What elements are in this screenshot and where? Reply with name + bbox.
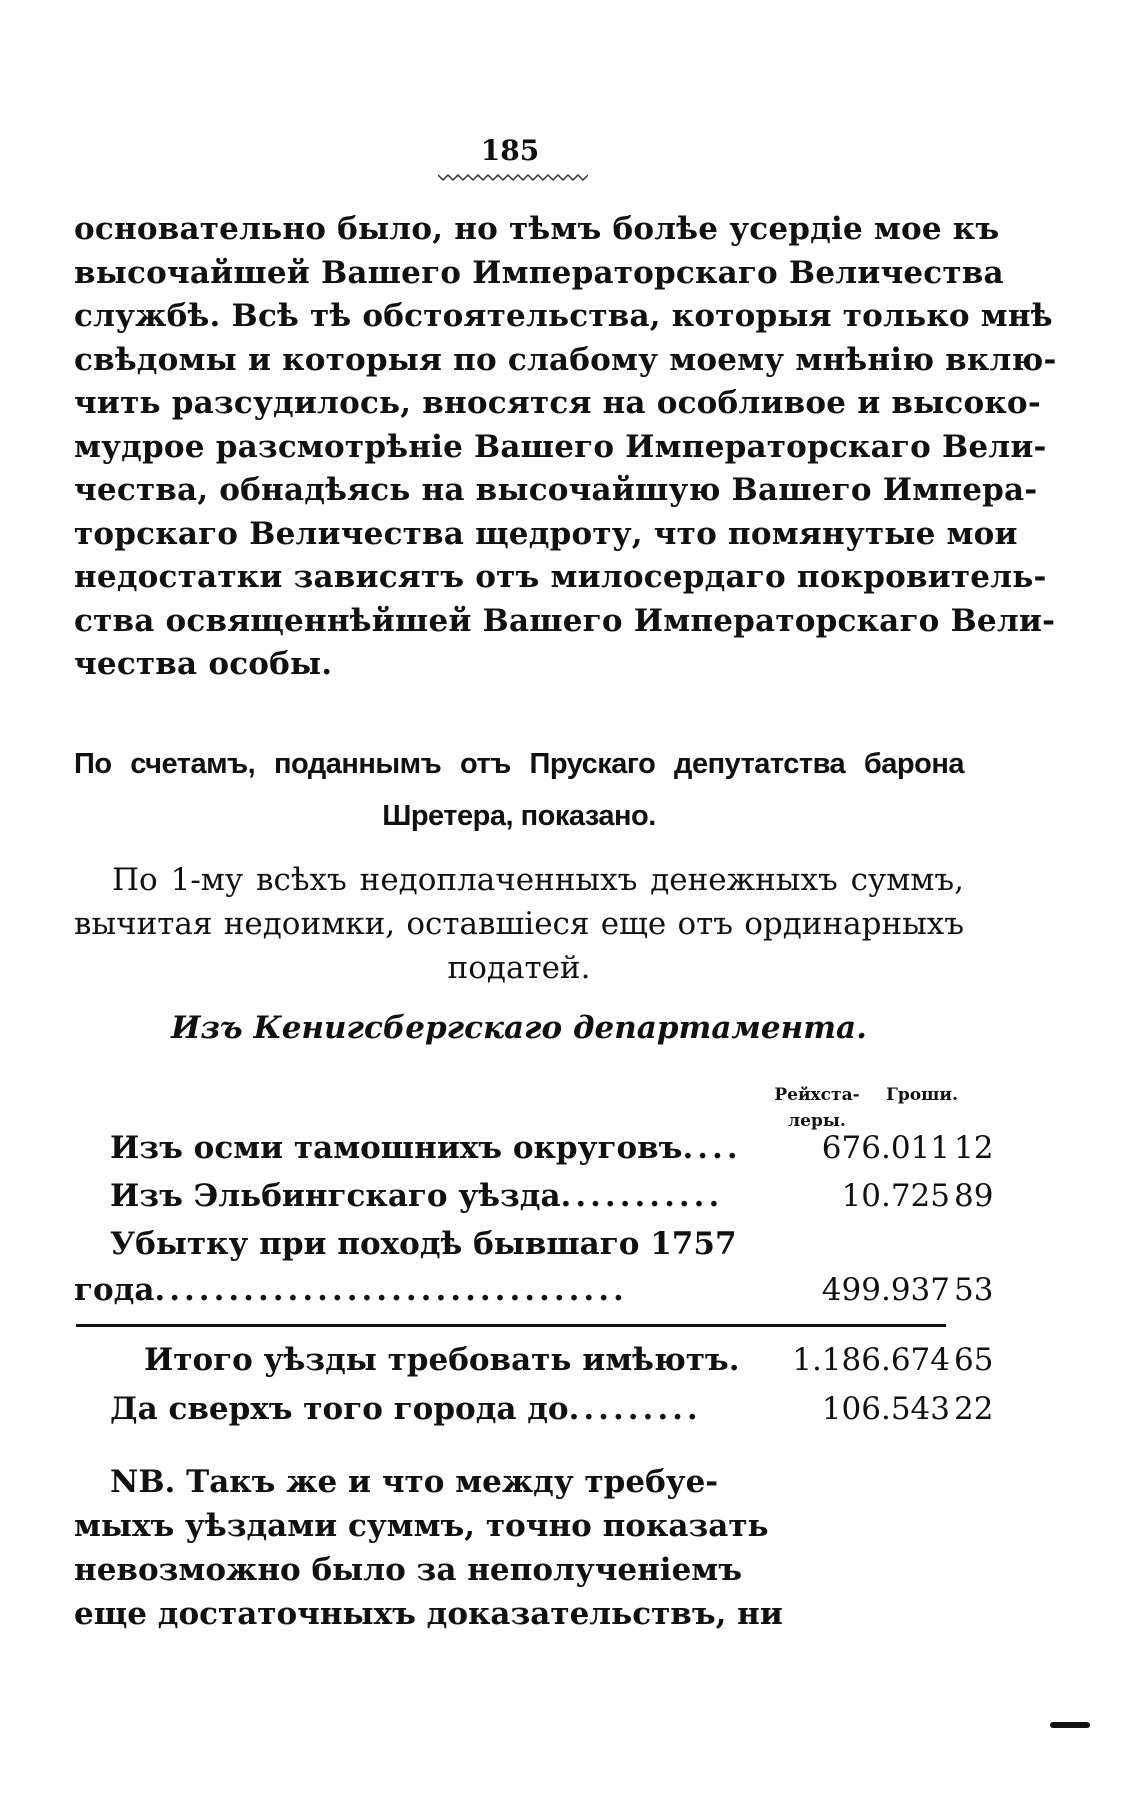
row-groschen: 89 [954, 1178, 994, 1214]
total-row [74, 1391, 994, 1437]
row-label: Убытку при походѣ бывшаго 1757 [110, 1226, 737, 1262]
row-thalers: 10.725 [841, 1178, 950, 1214]
body-line: основательно было, но тѣмъ болѣе усердіе мое къ [74, 211, 1000, 247]
row-label: года................................ [74, 1272, 628, 1308]
department-title: Изъ Кенигсбергскаго департамента. [171, 1010, 867, 1046]
row-thalers: 676.011 [821, 1130, 950, 1166]
row-label: Изъ Эльбингскаго уѣзда........... [110, 1178, 724, 1214]
total-divider [76, 1324, 946, 1327]
table-row [74, 1272, 994, 1318]
column-header-groschen: Гроши. [886, 1085, 958, 1105]
body-line: службѣ. Всѣ тѣ обстоятельства, которыя только мнѣ [74, 298, 1053, 334]
row-groschen: 53 [954, 1272, 994, 1308]
table-row [74, 1130, 994, 1176]
total-row [74, 1342, 994, 1388]
page-ornament-rule [438, 172, 588, 182]
body-line: чить разсудилось, вносятся на особливое и высоко- [74, 385, 1041, 421]
body-line: чества особы. [74, 646, 333, 682]
page-number: 185 [480, 134, 540, 167]
row-groschen: 12 [954, 1130, 994, 1166]
total-label: Итого уѣзды требовать имѣютъ. [144, 1342, 744, 1378]
total-thalers: 1.186.674 [792, 1342, 950, 1378]
body-line: чества, обнадѣясь на высочайшую Вашего Импера- [74, 472, 1038, 508]
body-line: торскаго Величества щедроту, что помянутые мои [74, 515, 1018, 552]
item-paragraph [74, 858, 964, 990]
section-heading-line2: Шретера, показано. [382, 800, 656, 832]
note-line: NB. Такъ же и что между требуе- [110, 1464, 719, 1500]
body-line: недостатки зависятъ отъ милосердаго покровитель- [74, 559, 1047, 595]
item-line: вычитая недоимки, оставшіеся еще отъ ординарныхъ [74, 906, 964, 942]
margin-mark [1050, 1722, 1090, 1728]
section-heading [74, 738, 964, 842]
body-line: свѣдомы и которыя по слабому моему мнѣнію вклю- [74, 341, 1057, 378]
section-heading-line1: По счетамъ, поданнымъ отъ Прускаго депутатства барона [74, 748, 964, 780]
note-line: еще достаточныхъ доказательствъ, ни [74, 1596, 783, 1632]
item-line: податей. [447, 950, 591, 986]
total-groschen: 65 [954, 1342, 994, 1378]
row-label: Изъ осми тамошнихъ округовъ.... [110, 1130, 742, 1166]
body-line: высочайшей Вашего Императорскаго Величества [74, 254, 1004, 291]
body-line: ства освященнѣйшей Вашего Императорскаго Вели- [74, 602, 1056, 639]
table-row [74, 1226, 964, 1272]
body-paragraph [74, 208, 1057, 687]
total-thalers: 106.543 [821, 1391, 950, 1427]
total-groschen: 22 [954, 1391, 994, 1427]
body-line: мудрое разсмотрѣніе Вашего Императорскаго Вели- [74, 428, 1047, 465]
note-line: мыхъ уѣздами суммъ, точно показать [74, 1508, 769, 1544]
row-thalers: 499.937 [821, 1272, 950, 1308]
table-row [74, 1178, 994, 1224]
note-paragraph [74, 1460, 783, 1636]
total-label: Да сверхъ того города до......... [110, 1391, 702, 1427]
item-line: По 1-му всѣхъ недоплаченныхъ денежныхъ суммъ, [112, 862, 964, 898]
column-header-thalers: Рейхста- леры. [774, 1085, 860, 1131]
note-line: невозможно было за неполученіемъ [74, 1552, 743, 1588]
